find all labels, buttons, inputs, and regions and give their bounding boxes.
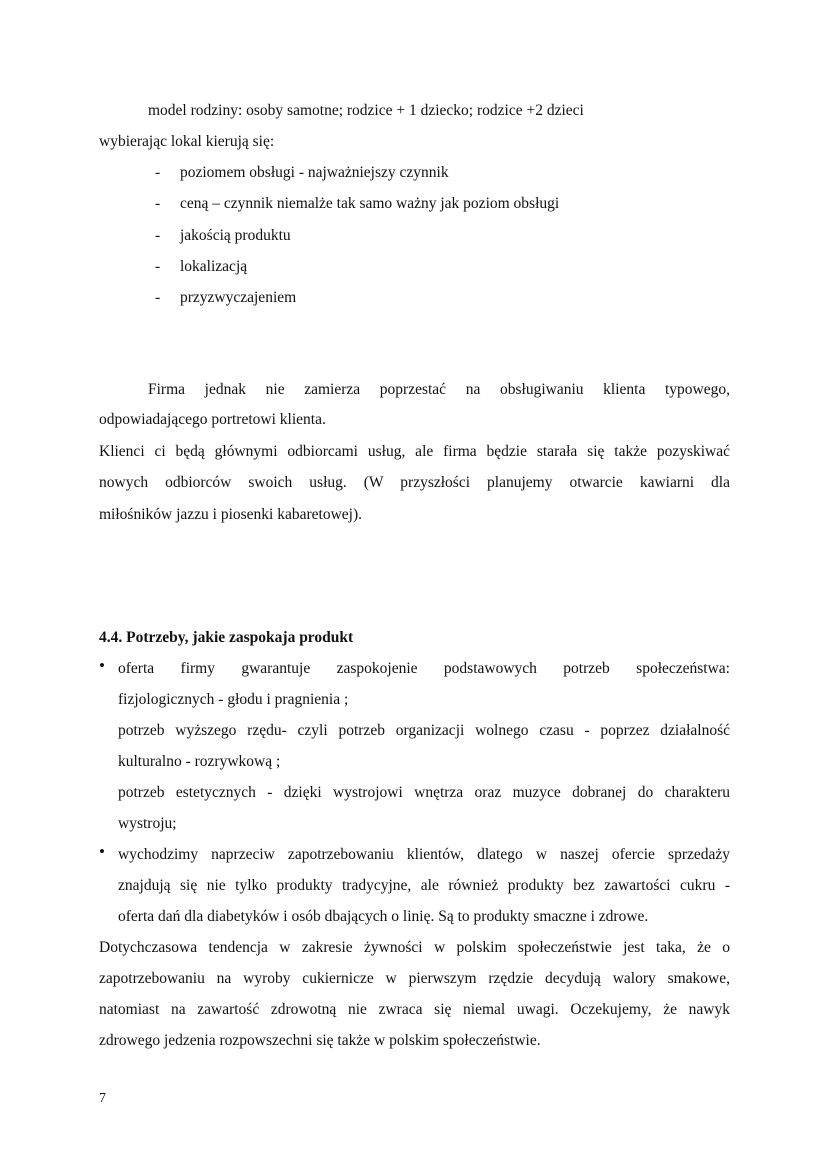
firm-paragraph-line: Klienci ci będą głównymi odbiorcami usług, ale firma będzie starała się także pozyskiwać (99, 443, 730, 460)
needs-bullet-line: fizjologicznych - głodu i pragnienia ; (118, 691, 349, 708)
list-dash: - (155, 258, 161, 275)
needs-bullet-line: znajdują się nie tylko produkty tradycyjne, ale również produkty bez zawartości cukru - (118, 877, 730, 894)
factor-item: jakością produktu (180, 227, 291, 244)
tendency-paragraph-line: zapotrzebowaniu na wyroby cukiernicze w pierwszym rzędzie decydują walory smakowe, (99, 970, 730, 987)
list-dash: - (155, 195, 161, 212)
firm-paragraph-line: nowych odbiorców swoich usług. (W przyszłości planujemy otwarcie kawiarni dla (99, 474, 730, 491)
needs-bullet-line: potrzeb estetycznych - dzięki wystrojowi wnętrza oraz muzyce dobranej do charakteru (118, 784, 730, 801)
list-dash: - (155, 289, 161, 306)
tendency-paragraph-line: natomiast na zawartość zdrowotną nie zwraca się niemal uwagi. Oczekujemy, że nawyk (99, 1001, 730, 1018)
choice-criteria-line: wybierając lokal kierują się: (99, 133, 275, 150)
needs-bullet-line: oferta dań dla diabetyków i osób dbających o linię. Są to produkty smaczne i zdrowe. (118, 908, 649, 925)
factor-item: ceną – czynnik niemalże tak samo ważny jak poziom obsługi (180, 195, 560, 212)
tendency-paragraph-line: zdrowego jedzenia rozpowszechni się także w polskim społeczeństwie. (99, 1032, 541, 1049)
needs-bullet-line: kulturalno - rozrywkową ; (118, 753, 281, 770)
firm-paragraph-line: miłośników jazzu i piosenki kabaretowej). (99, 506, 363, 523)
page-number: 7 (99, 1091, 106, 1106)
bullet-icon: • (99, 842, 105, 861)
factor-item: lokalizacją (180, 258, 248, 275)
firm-paragraph-line: odpowiadającego portretowi klienta. (99, 411, 326, 428)
needs-bullet-line: oferta firmy gwarantuje zaspokojenie podstawowych potrzeb społeczeństwa: (118, 660, 730, 677)
section-heading: 4.4. Potrzeby, jakie zaspokaja produkt (99, 629, 354, 646)
list-dash: - (155, 164, 161, 181)
firm-paragraph-line: Firma jednak nie zamierza poprzestać na obsługiwaniu klienta typowego, (148, 381, 730, 398)
family-model-line: model rodziny: osoby samotne; rodzice + 1 dziecko; rodzice +2 dzieci (148, 102, 584, 119)
bullet-icon: • (99, 656, 105, 675)
list-dash: - (155, 227, 161, 244)
needs-bullet-line: potrzeb wyższego rzędu- czyli potrzeb organizacji wolnego czasu - poprzez działalność (118, 722, 730, 739)
tendency-paragraph-line: Dotychczasowa tendencja w zakresie żywności w polskim społeczeństwie jest taka, że o (99, 939, 730, 956)
needs-bullet-line: wychodzimy naprzeciw zapotrzebowaniu klientów, dlatego w naszej ofercie sprzedaży (118, 846, 730, 863)
needs-bullet-line: wystroju; (118, 815, 177, 832)
factor-item: poziomem obsługi - najważniejszy czynnik (180, 164, 449, 181)
factor-item: przyzwyczajeniem (180, 289, 297, 306)
